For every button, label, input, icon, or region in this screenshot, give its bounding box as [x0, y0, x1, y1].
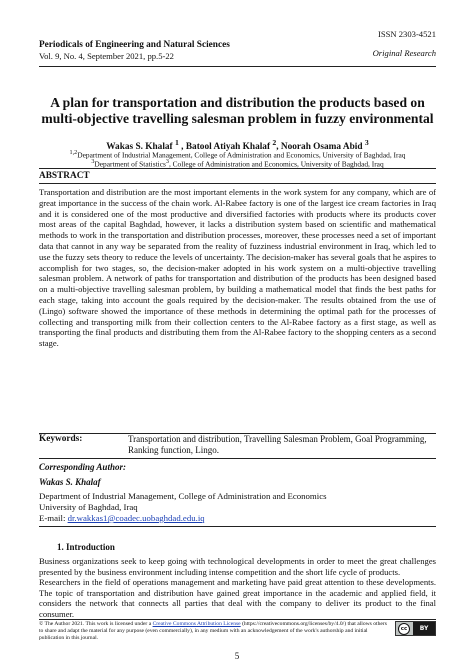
author-separator: , — [276, 142, 281, 153]
footer-rule — [39, 619, 436, 620]
email-link[interactable]: dr.wakkas1@coadec.uobaghdad.edu.iq — [67, 513, 205, 523]
corresponding-heading: Corresponding Author: — [39, 462, 126, 472]
affiliation-2-text: Department of Statistics — [94, 159, 166, 169]
license-prefix: © The Author 2021. This work is licensed under a — [39, 621, 153, 627]
paragraph: Business organizations seek to keep going with technological developments in order to meet the great challenges presented by the business environment including intense competition and the short life cycle of products. — [39, 556, 436, 577]
keywords-bottom-rule — [39, 458, 436, 459]
corresponding-university: University of Baghdad, Iraq — [39, 502, 138, 512]
corresponding-department: Department of Industrial Management, College of Administration and Economics — [39, 491, 327, 501]
affiliation-1-sup: 1,2 — [69, 150, 78, 156]
journal-volume: Vol. 9, No. 4, September 2021, pp.5-22 — [39, 51, 174, 61]
keywords-label — [39, 434, 82, 445]
keywords-text: Transportation and distribution, Travelling Salesman Problem, Goal Programming, Ranking function, Lingo. — [128, 434, 427, 455]
author-1-sup: 1 — [174, 138, 179, 147]
corresponding-bottom-rule — [39, 526, 436, 527]
abstract-heading: ABSTRACT — [39, 171, 90, 181]
introduction-body — [39, 556, 436, 618]
keywords-label-text: Keywords — [39, 434, 80, 444]
page-number: 5 — [234, 651, 240, 661]
article-type: Original Research — [372, 48, 436, 58]
cc-by-label: BY — [413, 622, 435, 635]
author-3: Noorah Osama Abid — [280, 142, 363, 153]
affiliation-2-rest: , College of Administration and Economics, University of Baghdad, Iraq — [168, 159, 384, 169]
license-notice — [39, 621, 391, 642]
affiliation-2-sup-2: 3 — [165, 159, 169, 165]
header-divider — [39, 66, 436, 67]
journal-name: Periodicals of Engineering and Natural Sciences — [39, 40, 230, 50]
author-2-sup: 2 — [272, 138, 277, 147]
author-3-sup: 3 — [364, 138, 369, 147]
affiliation-1-text: Department of Industrial Management, College of Administration and Economics, University of Baghdad, Iraq — [77, 150, 406, 160]
issn-block — [373, 29, 436, 59]
keywords-colon: : — [79, 434, 83, 444]
abstract-text: Transportation and distribution are the most important elements in the work system for any company, which are of great importance in the success of the chain work. Al-Rabee factory is one of the largest ice cream factories in Iraq and it is considered one of the most productive and diversified factories with products where its products cover most areas of the capital Baghdad, however, it lacks a distribution system based on scientific and mathematical methods to work in the transportation and distribution processes, moreover, these processes need a set of important data that cannot in any way be separated from the reality of fuzziness industrial environment in Iraq, which led to use the fuzzy sets theory to reduce the levels of uncertainty. The decision-maker has several goals that he aspires to accomplish for two stages, so, the decision-maker adopted in his work system on a multi-objective travelling salesman problem. A network of paths for transportation and distribution of the products has been designed based on a multi-objective travelling salesman problem, by building a mathematical model that finds the best paths for each stage, taking into account the goals required by the decision-maker. The results obtained from the use of (Lingo) software showed the importance of these methods in determining the optimal path for the processes of collecting and transporting milk from their collection centers to the Al-Rabee factory as a first stage, as well as transporting the final products and distributing them from the Al-Rabee factory to the shopping centers as a second stage. — [39, 187, 436, 349]
creative-commons-icon: cc — [398, 623, 410, 635]
author-separator: , — [178, 142, 186, 153]
author-1: Wakas S. Khalaf — [106, 142, 173, 153]
cc-by-badge[interactable] — [395, 621, 436, 636]
journal-header — [39, 40, 230, 62]
email-label: E-mail: — [39, 513, 68, 523]
corresponding-email — [39, 513, 205, 524]
license-suffix: (https://creativecommons.org/licenses/by/4.0/) that allows others to share and adapt the material for any purpose (even commercially), in any medium with an acknowledgement of the work's authorship and initial publication in this journal. — [39, 621, 387, 641]
section-heading-introduction: 1. Introduction — [57, 542, 115, 552]
author-2: Batool Atiyah Khalaf — [185, 142, 271, 153]
corresponding-name: Wakas S. Khalaf — [39, 477, 101, 487]
affiliation-2-sup: 3 — [91, 159, 95, 165]
paragraph: Researchers in the field of operations management and marketing have paid great attention to these developments. The topic of transportation and distribution have gained great importance in the academic and applied field, it considers the network that connects all parties that deal with the company to deliver its product to the final consumer. — [39, 577, 436, 618]
abstract-top-rule — [39, 168, 436, 169]
affiliation-2 — [39, 158, 436, 168]
paper-title: A plan for transportation and distribution the products based on multi-objective travelling salesman problem in fuzzy environmental — [41, 95, 434, 126]
abstract-heading-rule — [39, 183, 436, 184]
issn: ISSN 2303-4521 — [377, 29, 436, 39]
license-link[interactable]: Creative Commons Attribution License — [152, 621, 241, 627]
